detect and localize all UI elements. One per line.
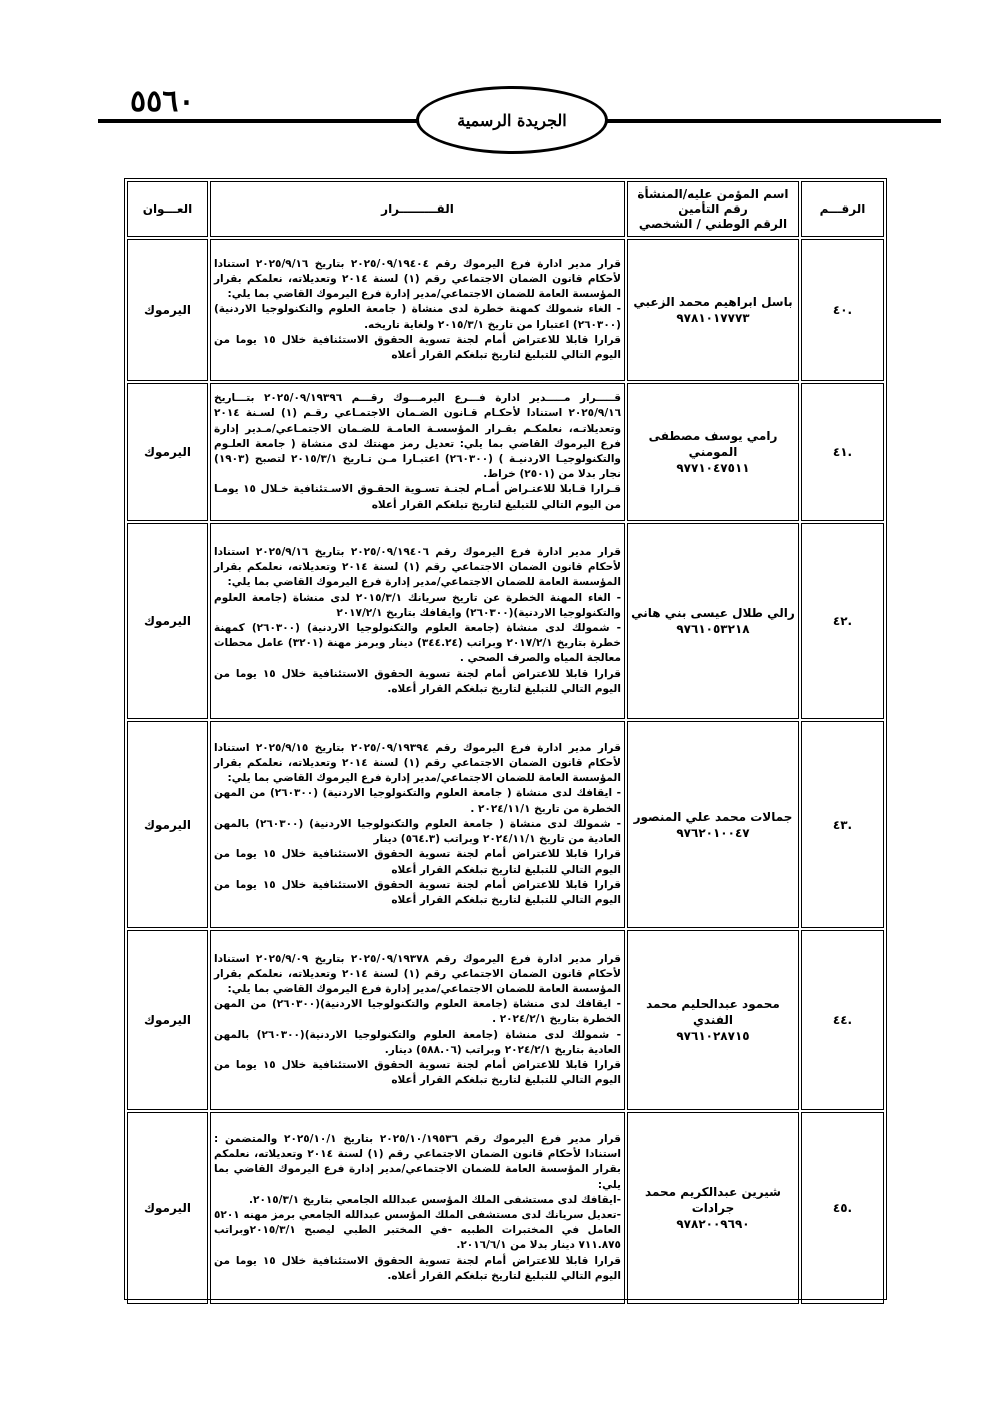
decision-paragraph: - ايقافك لدى منشاة (جامعة العلوم والتكنولوجيا الاردنية)(٢٦٠٣٠٠) من المهن الخطرة بتاريخ ٢٠٢٤/٢/١ .: [214, 998, 621, 1026]
insured-name: رالي طلال عيسى بني هاني: [631, 606, 795, 620]
insured-name: شيرين عبدالكريم محمد جرادات: [645, 1185, 781, 1215]
insured-id: ٩٧٨١٠١٧٧٧٣: [676, 311, 750, 325]
header-address: العـــوان: [127, 181, 208, 237]
table-row: [127, 239, 884, 381]
header-name-line-3: الرقم الوطني / الشخصي: [638, 216, 788, 231]
decision-paragraph: - الغاء المهنة الخطرة عن تاريخ سريانك ٢٠١٥/٣/١ لدى منشاة (جامعة العلوم والتكنولوجيا الاردنية)(٢٦٠٣٠٠) وايقافك بتاريخ ٢٠١٧/٢/١: [214, 591, 621, 619]
row-number: .٤٣: [801, 721, 884, 928]
decision-paragraph: -تعديل سريانك لدى مستشفى الملك المؤسس عبدالله الجامعي برمز مهنه ٥٢٠١ العامل في المختبرات الطبيه -في المختبر الطبي ليصبح ٢٠١٥/٣/١وبراتب ٧١١.٨٧٥ دينار بدلا من ٢٠١٦/٦/١.: [214, 1209, 621, 1252]
header-decision: القـــــــــرار: [210, 181, 625, 237]
insured-id: ٩٧٦١٠٥٣٢١٨: [676, 622, 750, 636]
decision-paragraph: قـــــرار مـــــدير ادارة فـــرع اليرمـــوك رقـــم ٢٠٢٥/٠٩/١٩٣٩٦ بتـــاريخ ٢٠٢٥/٩/١٦ استنادا لأحكـام قـانون الضـمان الاجتمـاعي رقـم (١) لسـنة ٢٠١٤ وتعديلاتـه، نعلمكـم بقـرار المؤسسـة العامـة للضـمان الاجتمـاعي/مـدير إدارة فرع اليرموك القاضي بما يلي: تعديل رمز مهنتك لدى منشاة ( جامعة العلـوم والتكنولوجيـا الاردنيـة ) (٢٦٠٣٠٠) اعتبـارا مـن تـاريخ ٢٠١٥/٣/١ لتصبح (١٩٠٣) نجار بدلا من (٢٥٠١) خراط.: [214, 392, 621, 481]
table-row: [127, 930, 884, 1110]
decision-cell: [210, 1112, 625, 1304]
decision-paragraph: قرارا قابلا للاعتراض أمام لجنة تسوية الحقوق الاستئنافية خلال ١٥ يوما من اليوم التالي للتبليغ لتاريخ تبلغكم القرار أعلاه.: [214, 667, 621, 695]
decision-paragraph: -ايقافك لدى مستشفى الملك المؤسس عبدالله الجامعي بتاريخ ٢٠١٥/٣/١.: [249, 1193, 621, 1206]
decision-paragraph: قرارا قابلا للاعتراض أمام لجنة تسوية الحقوق الاستئنافية خلال ١٥ يوما من اليوم التالي للتبليغ لتاريخ تبلغكم القرار أعلاه: [214, 848, 621, 876]
decision-paragraph: قرارا قابلا للاعتراض أمام لجنة تسوية الحقوق الاستئنافية خلال ١٥ يوما من اليوم التالي للتبليغ لتاريخ تبلغكم القرار أعلاه: [214, 333, 621, 361]
decision-paragraph: - شمولك لدى منشاة (جامعة العلوم والتكنولوجيا الاردنية)(٢٦٠٣٠٠) بالمهن العادية بتاريخ ٢٠٢٤/٢/١ وبراتب (٥٨٨.٠٦) دينار.: [214, 1028, 621, 1056]
row-number: .٤١: [801, 383, 884, 521]
page-number: ٥٥٦٠: [130, 84, 195, 119]
decision-paragraph: - شمولك لدى منشاة ( جامعة العلوم والتكنولوجيا الاردنية) (٢٦٠٣٠٠) بالمهن العادية من تاريخ ٢٠٢٤/١١/١ وبراتب (٥٦٤.٣) دينار: [214, 817, 621, 846]
row-number: .٤٤: [801, 930, 884, 1110]
address-cell: اليرموك: [127, 1112, 208, 1304]
insured-name-cell: [627, 523, 799, 719]
decision-paragraph: قرار مدير ادارة فرع اليرموك رقم ٢٠٢٥/٠٩/١٩٣٧٨ بتاريخ ٢٠٢٥/٩/٠٩ استنادا لأحكام قانون الضمان الاجتماعي رقم (١) لسنة ٢٠١٤ وتعديلاته، نعلمكم بقرار المؤسسة العامة للضمان الاجتماعي/مدير إدارة فرع اليرموك القاضي بما يلي:: [214, 952, 621, 995]
header-name-line-2: رقم التأمين: [678, 201, 748, 216]
decision-paragraph: قرار مدير ادارة فرع اليرموك رقم ٢٠٢٥/٠٩/١٩٤٠٤ بتاريخ ٢٠٢٥/٩/١٦ استنادا لأحكام قانون الضمان الاجتماعي رقم (١) لسنة ٢٠١٤ وتعديلاته، نعلمكم بقرار المؤسسة العامة للضمان الاجتماعي/مدير إدارة فرع اليرموك القاضي بما يلي:: [214, 257, 621, 301]
table-row: [127, 1112, 884, 1304]
insured-name: رامي يوسف مصطفى المومني: [648, 429, 778, 459]
decision-paragraph: قرار مدير ادارة فرع اليرموك رقم ٢٠٢٥/٠٩/١٩٤٠٦ بتاريخ ٢٠٢٥/٩/١٦ استنادا لأحكام قانون الضمان الاجتماعي رقم (١) لسنة ٢٠١٤ وتعديلاته، نعلمكم بقرار المؤسسة العامة للضمان الاجتماعي/مدير إدارة فرع اليرموك القاضي بما يلي:: [214, 545, 621, 589]
row-number: .٤٠: [801, 239, 884, 381]
address-cell: اليرموك: [127, 930, 208, 1110]
address-cell: اليرموك: [127, 239, 208, 381]
decisions-table: [125, 179, 886, 1306]
decisions-table-frame: [124, 178, 887, 1300]
insured-name: باسل ابراهيم محمد الزعبي: [633, 295, 793, 309]
address-cell: اليرموك: [127, 383, 208, 521]
table-row: [127, 523, 884, 719]
decision-paragraph: - الغاء شمولك كمهنة خطرة لدى منشاة ( جامعة العلوم والتكنولوجيا الاردنية)(٢٦٠٣٠٠) اعتبارا من تاريخ ٢٠١٥/٣/١ ولغاية تاريخه.: [214, 303, 621, 331]
decision-paragraph: قرارا قابلا للاعتراض أمام لجنة تسوية الحقوق الاستئنافية خلال ١٥ يوما من اليوم التالي للتبليغ لتاريخ تبلغكم القرار أعلاه: [214, 878, 621, 906]
insured-name: محمود عبدالحليم محمد الفندي: [646, 997, 780, 1027]
decision-paragraph: قرار مدير فرع اليرموك رقم ٢٠٢٥/١٠/١٩٥٣٦ بتاريخ ٢٠٢٥/١٠/١ والمتضمن : استنادا لأحكام قانون الضمان الاجتماعي رقم (١) لسنة ٢٠١٤ وتعديلاته، نعلمكم بقرار المؤسسة العامة للضمان الاجتماعي/مدير إدارة فرع اليرموك القاضي بما يلي:: [214, 1132, 621, 1191]
header-number: الرقـــم: [801, 181, 884, 237]
gazette-title: الجريدة الرسمية: [457, 110, 567, 130]
row-number: .٤٢: [801, 523, 884, 719]
row-number: .٤٥: [801, 1112, 884, 1304]
insured-id: ٩٧٧١٠٤٧٥١١: [676, 461, 750, 475]
insured-name-cell: [627, 930, 799, 1110]
insured-name-cell: [627, 383, 799, 521]
insured-name-cell: [627, 1112, 799, 1304]
insured-id: ٩٧٨٢٠٠٩٦٩٠: [676, 1217, 750, 1231]
insured-id: ٩٧٦١٠٢٨٧١٥: [676, 1029, 750, 1043]
decision-paragraph: قرار مدير ادارة فرع اليرموك رقم ٢٠٢٥/٠٩/١٩٣٩٤ بتاريخ ٢٠٢٥/٩/١٥ استنادا لأحكام قانون الضمان الاجتماعي رقم (١) لسنة ٢٠١٤ وتعديلاته، نعلمكم بقرار المؤسسة العامة للضمان الاجتماعي/مدير إدارة فرع اليرموك القاضي بما يلي:: [214, 741, 621, 785]
decision-paragraph: قرارا قابلا للاعتراض أمام لجنة تسوية الحقوق الاستئنافية خلال ١٥ يوما من اليوم التالي للتبليغ لتاريخ تبلغكم القرار أعلاه.: [214, 1254, 621, 1282]
header-name-line-1: اسم المؤمن عليه/المنشأة: [637, 186, 789, 201]
insured-name: جمالات محمد علي المنصور: [633, 809, 793, 824]
address-cell: اليرموك: [127, 721, 208, 928]
gazette-title-oval: [416, 86, 608, 154]
decision-paragraph: قرارا قابلا للاعتراض أمام لجنة تسوية الحقوق الاستئنافية خلال ١٥ يوما من اليوم التالي للتبليغ لتاريخ تبلغكم القرار أعلاه: [214, 1059, 621, 1087]
decision-paragraph: قـرارا قـابلا للاعتـراض أمـام لجنـة تسـوية الحقـوق الاسـتئنافية خـلال ١٥ يومـا من اليوم التالي للتبليغ لتاريخ تبلغكم القرار أعلاه: [214, 483, 621, 511]
insured-id: ٩٧٦٢٠١٠٠٤٧: [676, 825, 750, 840]
decision-paragraph: - شمولك لدى منشاة (جامعة العلوم والتكنولوجيا الاردنية) (٢٦٠٣٠٠) كمهنة خطرة بتاريخ ٢٠١٧/٢/١ وبراتب (٣٤٤.٢٤) دينار وبرمز مهنة (٣٢٠١) عامل محطات معالجة المياه والصرف الصحي .: [214, 622, 621, 665]
decision-cell: [210, 383, 625, 521]
decision-cell: [210, 930, 625, 1110]
decision-cell: [210, 721, 625, 928]
header-name: [627, 181, 799, 237]
insured-name-cell: [627, 239, 799, 381]
table-row: [127, 383, 884, 521]
insured-name-cell: [627, 721, 799, 928]
decision-cell: [210, 239, 625, 381]
decision-cell: [210, 523, 625, 719]
table-row: [127, 721, 884, 928]
address-cell: اليرموك: [127, 523, 208, 719]
decision-paragraph: - ايقافك لدى منشاة ( جامعة العلوم والتكنولوجيا الاردنية) (٢٦٠٣٠٠) من المهن الخطرة من تاريخ ٢٠٢٤/١١/١ .: [214, 787, 621, 815]
